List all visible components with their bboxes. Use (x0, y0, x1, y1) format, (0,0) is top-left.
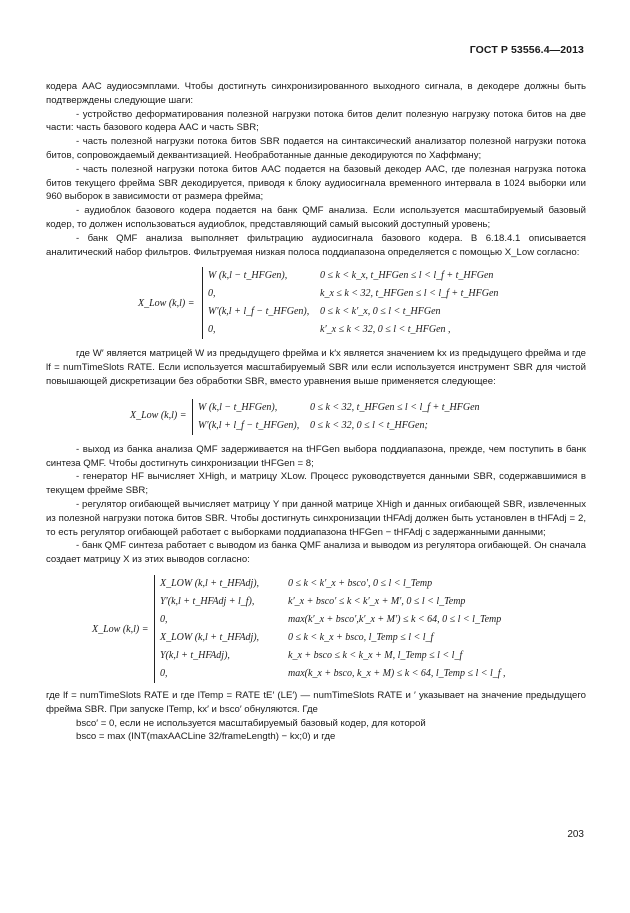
formula-2 (46, 393, 586, 443)
paragraph: bsco = max (INT(maxAACLine 32/frameLength) − kx;0) и где (76, 731, 336, 743)
formula-cases: X_LOW (k,l + t_HFAdj), 0 ≤ k < k′_x + bsco′, 0 ≤ l < l_Temp Y′(k,l + t_HFAdj + l_f), k′_x + bsco′ ≤ k < k′_x + M′, 0 ≤ l < l_Temp 0, max(k′_x + bsco′,k′_x + M′) ≤ k < 64, 0 ≤ l < l_Temp X_LOW (k,l + t_HFAdj), 0 ≤ k < k_x + bsco, l_Temp ≤ l < l_f Y(k,l + t_HFAdj), k_x + bsco ≤ k < k_x + M, l_Temp ≤ l < l_f 0, max(k_x + bsco, k_x + M) ≤ k < 64, l_Temp ≤ l < l_f , (154, 575, 160, 683)
formula-label: X_Low (k,l) = (92, 623, 149, 635)
formula-label: X_Low (k,l) = (138, 298, 195, 310)
formula-3 (46, 571, 586, 689)
formula-cases: W (k,l − t_HFGen), 0 ≤ k < k_x, t_HFGen ≤ l < l_f + t_HFGen 0, k_x ≤ k < 32, t_HFGen ≤ l < l_f + t_HFGen W′(k,l + l_f − t_HFGen), 0 ≤ k < k′_x, 0 ≤ l < t_HFGen 0, k′_x ≤ k < 32, 0 ≤ l < t_HFGen , (202, 267, 208, 339)
formula-label: X_Low (k,l) = (130, 409, 187, 421)
paragraph: - часть полезной нагрузки потока битов AAC подается на базовый декодер AAC, где полезная нагрузка потока битов текущего фрейма SBR декодируется, приводя к блоку аудиосигнала временного интервала в 1024 выборки или 960 выборок в зависимости от размера фрейма; (46, 163, 586, 203)
paragraph: - регулятор огибающей вычисляет матрицу Y при данной матрице XHigh и данных огибающей SBR, извлеченных из полезной нагрузки потока битов SBR. Чтобы достигнуть синхронизации tHFAdj должен быть установлен в tHFAdj = 2, то есть регулятор огибающей работает с выборками поддиапазона tHFGen − tHFAdj с задержанными данными; (46, 498, 586, 538)
paragraph: кодера AAC аудиосэмплами. Чтобы достигнуть синхронизированного выходного сигнала, в декодере должны быть подтверждены следующие шаги: (46, 81, 586, 106)
formula-cases: W (k,l − t_HFGen), 0 ≤ k < 32, t_HFGen ≤ l < l_f + t_HFGen W′(k,l + l_f − t_HFGen), 0 ≤ k < 32, 0 ≤ l < t_HFGen; (192, 399, 198, 435)
formula-1 (46, 263, 586, 347)
paragraph: - часть полезной нагрузки потока битов SBR подается на синтаксический анализатор полезной нагрузки потока битов, сопровождаемый деквантизацией. Необработанные данные декодируются по Хаффману; (46, 136, 586, 161)
paragraph: - аудиоблок базового кодера подается на банк QMF анализа. Если используется масштабируемый базовый кодер, то должен использоваться аудиоблок, представляющий самый высокий доступный уровень; (46, 205, 586, 230)
paragraph: - генератор HF вычисляет XHigh, и матрицу XLow. Процесс руководствуется данными SBR, содержавшимися в текущем фрейме SBR; (46, 471, 586, 497)
paragraph: - выход из банка анализа QMF задерживается на tHFGen выбора поддиапазона, прежде, чем поступить в банк синтеза QMF. Чтобы достигнуть синхронизации tHFGen = 8; (46, 443, 586, 469)
paragraph: где W′ является матрицей W из предыдущего фрейма и k′x является значением kx из предыдущего фрейма и где lf = numTimeSlots RATE. Если используется масштабируемый SBR или если используется инструмент SBR для чистой повышающей дискретизации без обработки SBR, вместо уравнения выше применяется следующее: (46, 348, 586, 387)
paragraph: bsco′ = 0, если не используется масштабируемый базовый кодер, для которой (76, 717, 426, 729)
page-number: 203 (567, 829, 584, 840)
paragraph: - банк QMF синтеза работает с выводом из банка QMF анализа и выводом из регулятора огибающей. Он сначала создает матрицу X из этих выводов согласно: (46, 540, 586, 566)
document-body (46, 80, 586, 744)
paragraph: - устройство деформатирования полезной нагрузки потока битов делит полезную нагрузку потока битов на две части: часть базового кодера AAC и часть SBR; (46, 108, 586, 134)
paragraph: - банк QMF анализа выполняет фильтрацию аудиосигнала базового кодера. В 6.18.4.1 описывается аналитический набор фильтров. Фильтруемая низкая полоса поддиапазона определяется с помощью X_Low согласно: (46, 232, 586, 258)
paragraph: где lf = numTimeSlots RATE и где lTemp = RATE tE′ (LE′) — numTimeSlots RATE и ′ указывает на значение предыдущего фрейма SBR. При запуске lTemp, kx′ и bsco′ обнуляются. Где (46, 689, 586, 715)
standard-header: ГОСТ Р 53556.4—2013 (469, 44, 584, 56)
